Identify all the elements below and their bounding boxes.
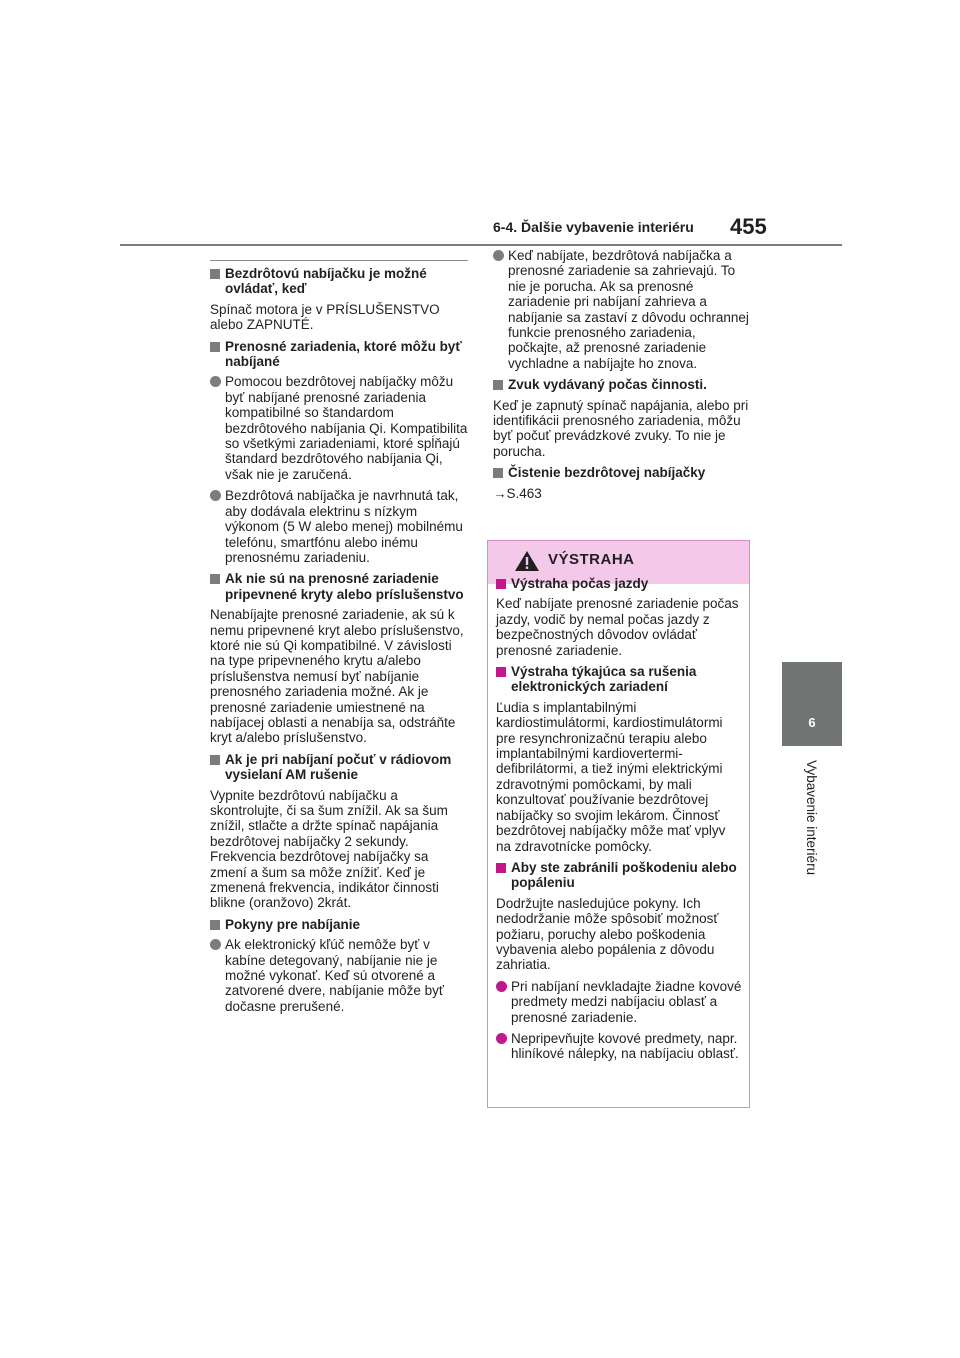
square-bullet-icon [210,920,220,930]
section-heading [493,465,751,480]
square-bullet-icon [210,342,220,352]
page-number: 455 [730,214,767,239]
bullet-text: Nepripevňujte kovové predmety, napr. hliníkové nálepky, na nabíjaciu oblasť. [511,1030,739,1062]
chapter-tab [782,662,842,746]
square-bullet-icon [493,380,503,390]
square-bullet-icon [493,468,503,478]
section-heading [210,266,468,297]
chapter-label-text: Vybavenie interiéru [804,760,819,876]
warning-body [496,576,744,1068]
heading-text: Výstraha týkajúca sa rušenia elektronických zariadení [511,664,697,695]
bullet-item [210,488,468,565]
heading-text: Bezdrôtovú nabíjačku je možné ovládať, keď [225,266,427,297]
warning-title: VÝSTRAHA [548,551,635,568]
section-heading [210,752,468,783]
warning-heading [496,576,744,591]
warning-bullet [496,979,744,1025]
warning-box [487,540,750,1108]
paragraph: Keď je zapnutý spínač napájania, alebo pri identifikácii prenosného zariadenia, môžu byť počuť prevádzkové zvuky. To nie je porucha. [493,397,749,459]
chapter-number: 6 [808,715,816,730]
bullet-item [493,248,751,371]
circle-bullet-icon [210,376,221,387]
section-heading [493,377,751,392]
warning-paragraph: Dodržujte nasledujúce pokyny. Ich nedodržanie môže spôsobiť možnosť požiaru, poruchy alebo poškodenia vybavenia alebo popálenia z dôvodu zahriatia. [496,895,719,973]
warning-heading [496,664,744,695]
square-bullet-icon [210,755,220,765]
right-column [493,248,751,507]
warning-heading [496,860,744,891]
paragraph: Vypnite bezdrôtovú nabíjačku a skontrolujte, či sa šum znížil. Ak sa šum znížil, stlačte a držte spínač napájania bezdrôtovej nabíjačky 2 sekundy. Frekvencia bezdrôtovej nabíjačky sa zmení a šum sa môže znížiť. Keď je zmenená frekvencia, indikátor činnosti blikne (oranžovo) 2krát. [210,787,448,911]
column-divider [210,260,468,261]
heading-text: Zvuk vydávaný počas činnosti. [508,377,707,393]
bullet-text: Pri nabíjaní nevkladajte žiadne kovové predmety medzi nabíjaciu oblasť a prenosné zariadenie. [511,978,742,1025]
chapter-label [805,760,821,920]
heading-text: Pokyny pre nabíjanie [225,916,361,932]
bullet-text: Keď nabíjate, bezdrôtová nabíjačka a prenosné zariadenie sa zahrievajú. To nie je porucha. Ak sa prenosné zariadenie pri nabíjaní zahrieva a nabíjanie sa zastaví z dôvodu ochrannej funkcie prenosného zariadenia, počkajte, až prenosné zariadenie vychladne a nabíjajte ho znova. [508,248,749,371]
heading-text: Aby ste zabránili poškodeniu alebo popáleniu [511,859,737,891]
circle-bullet-icon [210,939,221,950]
square-bullet-icon [210,574,220,584]
section-heading [210,917,468,932]
heading-text: Čistenie bezdrôtovej nabíjačky [508,465,706,481]
section-heading [210,339,468,370]
section-heading [210,571,468,602]
page-reference: →S.463 [493,485,542,501]
circle-bullet-icon [496,981,507,992]
warning-bullet [496,1031,744,1062]
square-bullet-icon [496,579,506,589]
warning-triangle-icon [514,550,540,572]
bullet-item [210,937,468,1014]
square-bullet-icon [496,667,506,677]
header-divider [120,244,842,246]
bullet-text: Bezdrôtová nabíjačka je navrhnutá tak, aby dodávala elektrinu s nízkym výkonom (5 W alebo menej) mobilnému telefónu, smartfónu alebo inému prenosnému zariadeniu. [225,488,463,565]
paragraph: Spínač motora je v PRÍSLUŠENSTVO alebo ZAPNUTÉ. [210,301,440,333]
square-bullet-icon [496,863,506,873]
warning-paragraph: Keď nabíjate prenosné zariadenie počas jazdy, vodič by nemal počas jazdy z bezpečnostných dôvodov ovládať prenosné zariadenie. [496,596,739,658]
heading-text: Výstraha počas jazdy [511,576,649,591]
warning-paragraph: Ľudia s implantabilnými kardiostimulátormi, kardiostimulátormi pre resynchronizačnú terapiu alebo implantabilnými kardiovertermi-defibrilátormi, a tiež inými elektrickými zdravotnými pomôckami, by mali konzultovať používanie bezdrôtovej nabíjačky so svojim lekárom. Činnosť bezdrôtovej nabíjačky môže mať vplyv na zdravotnícke pomôcky. [496,699,726,854]
circle-bullet-icon [496,1033,507,1044]
heading-text: Ak je pri nabíjaní počuť v rádiovom vysielaní AM rušenie [225,751,452,783]
section-title: 6-4. Ďalšie vybavenie interiéru [493,219,694,235]
circle-bullet-icon [210,490,221,501]
bullet-text: Pomocou bezdrôtovej nabíjačky môžu byť nabíjané prenosné zariadenia kompatibilné so štandardom bezdrôtového nabíjania Qi. Kompatibilita so všetkými zariadeniami, ktoré spĺňajú štandard bezdrôtového nabíjania Qi, však nie je zaručená. [225,374,468,482]
square-bullet-icon [210,269,220,279]
heading-text: Prenosné zariadenia, ktoré môžu byť nabíjané [225,338,462,370]
bullet-item [210,374,468,482]
paragraph: Nenabíjajte prenosné zariadenie, ak sú k nemu pripevnené kryt alebo príslušenstvo, ktoré nie sú Qi kompatibilné. V závislosti na type pripevneného krytu a/alebo príslušenstva nemusí byť nabíjanie prenosného zariadenia možné. Ak je prenosné zariadenie umiestnené na nabíjacej oblasti a nenabíja sa, odstráňte kryt a/alebo príslušenstvo. [210,607,464,746]
circle-bullet-icon [493,250,504,261]
bullet-text: Ak elektronický kľúč nemôže byť v kabíne detegovaný, nabíjanie nie je možné vykonať. Keď sú otvorené a zatvorené dvere, nabíjanie môže byť dočasne prerušené. [225,937,444,1014]
heading-text: Ak nie sú na prenosné zariadenie pripevnené kryty alebo príslušenstvo [225,571,464,602]
left-column [210,260,468,1020]
